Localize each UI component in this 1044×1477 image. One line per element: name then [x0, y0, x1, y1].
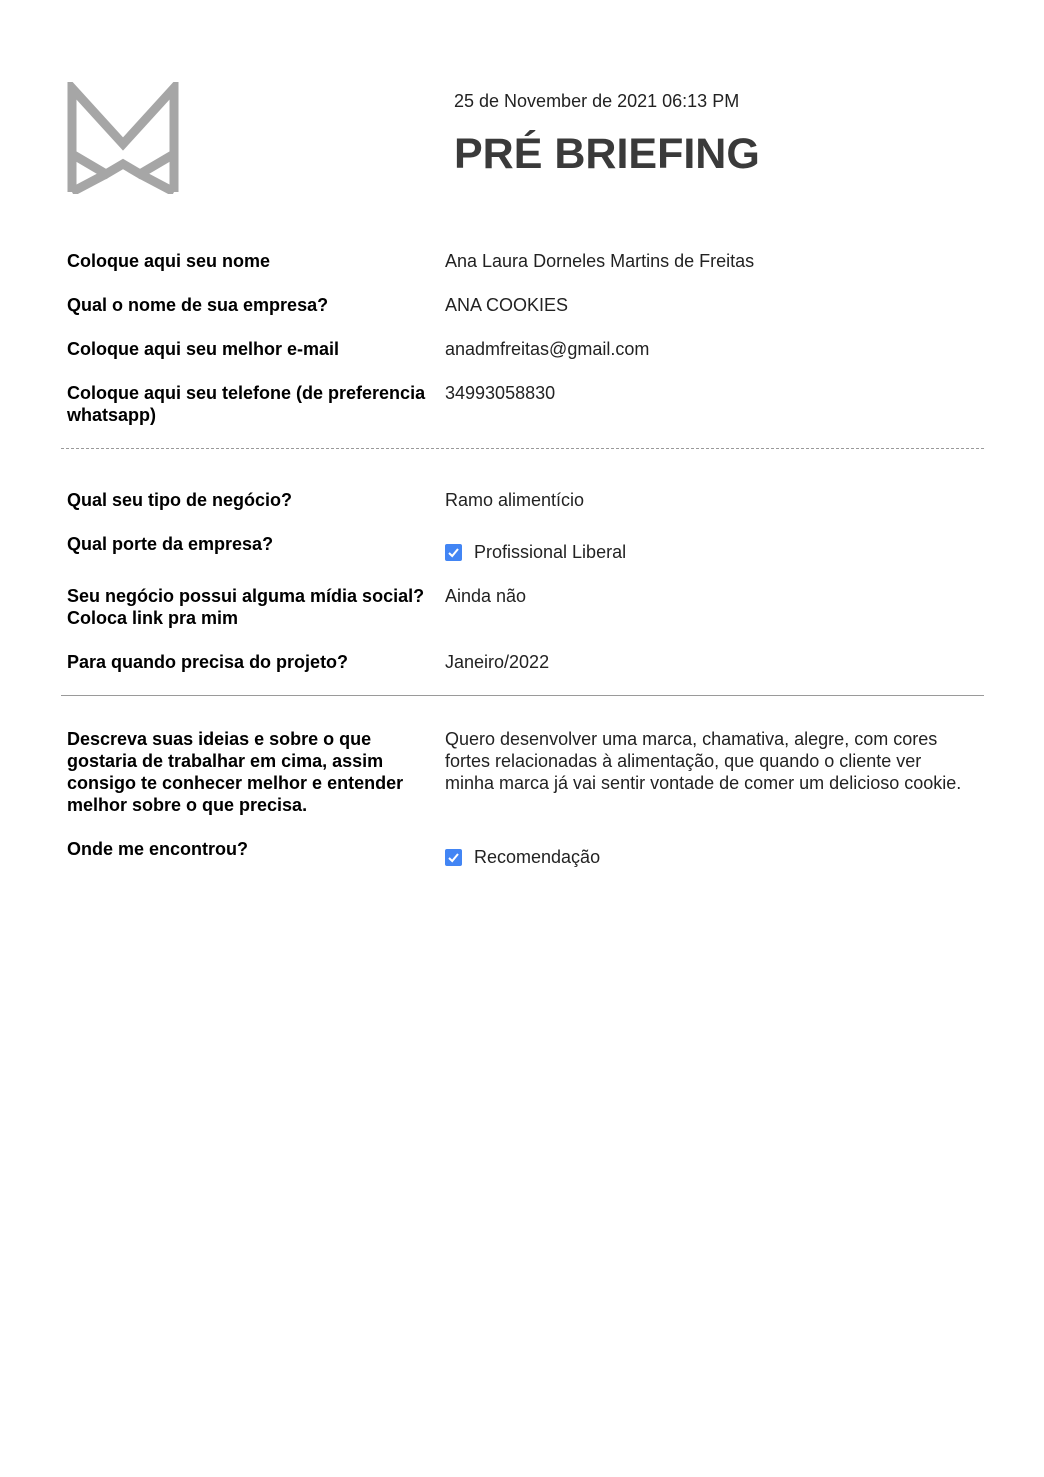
field-row-phone [67, 382, 978, 426]
contact-section [61, 250, 984, 426]
submission-timestamp: 25 de November de 2021 06:13 PM [454, 91, 740, 111]
field-row-ideas [67, 728, 978, 816]
field-label: Seu negócio possui alguma mídia social? Coloca link pra mim [67, 586, 425, 628]
document-header [454, 88, 874, 179]
field-row-name [67, 250, 978, 272]
checkbox-label: Profissional Liberal [474, 542, 627, 562]
field-label: Qual seu tipo de negócio? [67, 490, 293, 510]
document-title: PRÉ BRIEFING [454, 130, 760, 178]
field-value: Ainda não [445, 586, 527, 606]
checked-checkbox-icon[interactable] [445, 849, 462, 866]
checked-checkbox-icon[interactable] [445, 544, 462, 561]
field-label: Coloque aqui seu melhor e-mail [67, 339, 340, 359]
field-label: Descreva suas ideias e sobre o que gostaria de trabalhar em cima, assim consigo te conhecer melhor e entender melhor sobre o que precisa. [67, 729, 404, 815]
field-value: Ramo alimentício [445, 490, 585, 510]
business-section [61, 489, 984, 673]
field-value: 34993058830 [445, 383, 556, 403]
field-label: Qual o nome de sua empresa? [67, 295, 329, 315]
field-row-referral [67, 838, 978, 868]
field-row-deadline [67, 651, 978, 673]
field-value: Ana Laura Dorneles Martins de Freitas [445, 251, 755, 271]
company-logo [66, 82, 180, 194]
field-value: Quero desenvolver uma marca, chamativa, alegre, com cores fortes relacionadas à alimentação, que quando o cliente ver minha marca já vai sentir vontade de comer um delicioso cookie. [445, 729, 962, 793]
ideas-section [61, 728, 984, 868]
briefing-form [61, 250, 984, 890]
checkbox-option [445, 541, 978, 563]
section-divider-solid [61, 695, 984, 696]
field-label: Coloque aqui seu telefone (de preferencia whatsapp) [67, 383, 426, 425]
field-row-company-size [67, 533, 978, 563]
field-label: Onde me encontrou? [67, 839, 249, 859]
field-row-business-type [67, 489, 978, 511]
checkbox-label: Recomendação [474, 847, 601, 867]
field-row-email [67, 338, 978, 360]
section-divider-dashed [61, 448, 984, 449]
field-label: Coloque aqui seu nome [67, 251, 271, 271]
field-value: anadmfreitas@gmail.com [445, 339, 650, 359]
field-row-social-media [67, 585, 978, 629]
field-value: Janeiro/2022 [445, 652, 550, 672]
field-label: Para quando precisa do projeto? [67, 652, 349, 672]
checkbox-option [445, 846, 978, 868]
field-label: Qual porte da empresa? [67, 534, 274, 554]
field-value: ANA COOKIES [445, 295, 569, 315]
mw-monogram-logo-icon [66, 82, 180, 194]
field-row-company [67, 294, 978, 316]
